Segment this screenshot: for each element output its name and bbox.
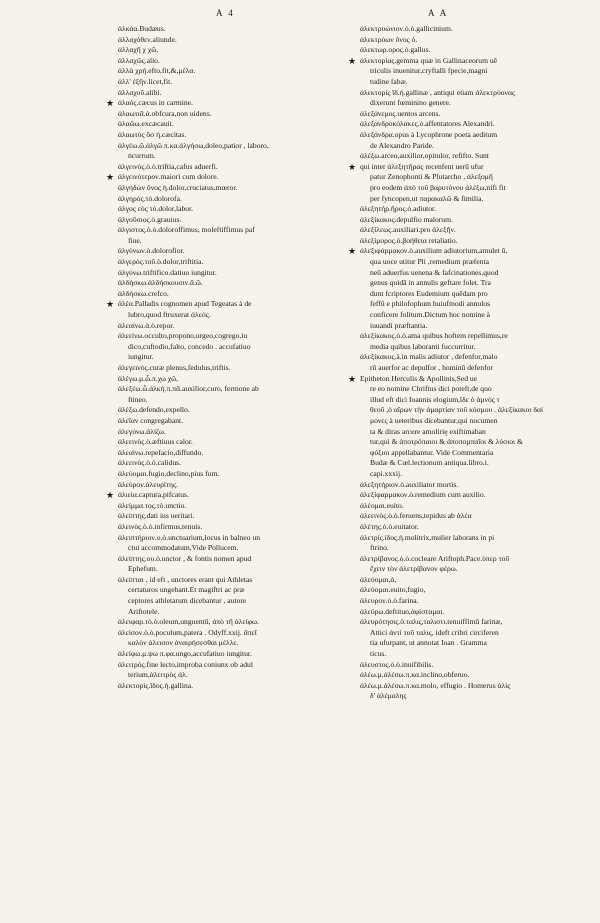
entry-line: ἀλδήσκω.ἀλδήσκουσιν.ᾶ.ῶ. bbox=[118, 278, 203, 288]
entry-line: qui inter ἀλεξητῆρας recenfent uerũ ufur bbox=[360, 161, 484, 171]
entry-line: ἀλαῶω.excæcauit. bbox=[118, 119, 174, 129]
entry-line: ἀλεεινὸς.ὸ.ὸ.calidus. bbox=[118, 458, 182, 468]
dictionary-entry bbox=[106, 299, 348, 320]
dictionary-entry bbox=[118, 437, 348, 448]
entry-line: ἀλεείνω.occulto,propono,urgeo,cogrego,iu bbox=[118, 331, 248, 341]
dictionary-entry bbox=[118, 24, 348, 35]
entry-line: ἀλεξιφάρμακον.ὸ.auxilium adiutorium,amulet ũ, bbox=[360, 246, 508, 256]
entry-line: ἀλεεινὸς.ὸ.ὸ.feruens,tepidus ab ἀλέα bbox=[360, 511, 472, 521]
entry-line: ἀλεκτορίας.gemma quæ in Gallinaceorum uẽ bbox=[360, 55, 498, 65]
dictionary-entry bbox=[118, 66, 348, 77]
dictionary-entry bbox=[118, 384, 348, 405]
entry-line: ftineo. bbox=[128, 394, 148, 404]
entry-line: ἀλεκτορὶς ἴδ.ἡ.gallinæ , antiqui etiam ἀλεκτρύονας bbox=[360, 87, 515, 97]
entry-line: patur Zenophonti & Plutarcho , ἀλεξομῆ bbox=[370, 172, 493, 182]
dictionary-entry bbox=[360, 331, 585, 352]
dictionary-entry bbox=[118, 522, 348, 533]
entry-line: ἀλαός.cæcus in carmine. bbox=[118, 98, 193, 108]
entry-line: tur,qui & ἀποτρόπαιοι & ἀποπομπαῖοι & λύσιοι & bbox=[370, 437, 523, 447]
entry-line: ἀλεύομαι.euito,fugio, bbox=[360, 585, 426, 595]
entry-line: Ephefum. bbox=[128, 564, 158, 574]
entry-line: ἀλγέω.ῶ.ἀλγῶ π.κα.ἀλγήσω,doleo,patior , laboro, bbox=[118, 140, 269, 150]
entry-line: ἀλεύομαι.fugio,declino,pius fum. bbox=[118, 468, 220, 478]
entry-line: per fyncopen,ut παρακαλῶ & fimilia. bbox=[370, 193, 484, 203]
dictionary-entry bbox=[118, 501, 348, 512]
entry-line: ἀλέα.Palladis cognomen apud Tegeatas à de bbox=[118, 299, 252, 309]
entry-line: ἀλεεινὸς.ὸ.æftiuus calor. bbox=[118, 437, 193, 447]
dictionary-entry bbox=[118, 681, 348, 692]
dictionary-entry bbox=[360, 352, 585, 373]
entry-line: qua uoce utitur Pli ,remedium præfenta bbox=[370, 257, 489, 267]
entry-line: rũ auerfor ac depulfor , hominũ defenfor bbox=[370, 363, 493, 372]
asterisk-icon: ★ bbox=[348, 246, 357, 257]
entry-line: ἀλλαχῶς.alio. bbox=[118, 55, 160, 65]
entry-line: ἀλαωτύς ὄσ ἡ.cæcitas. bbox=[118, 129, 187, 139]
dictionary-entry bbox=[118, 554, 348, 575]
dictionary-entry bbox=[118, 458, 348, 469]
dictionary-entry bbox=[118, 119, 348, 130]
entry-line: ἀλγεινὸς.ὸ.ὸ.triftia,cafus aduerfi. bbox=[118, 161, 218, 171]
entry-line: re eo nomine Chriftus dici poteft,de quo bbox=[370, 384, 492, 394]
asterisk-icon: ★ bbox=[106, 172, 115, 183]
asterisk-icon: ★ bbox=[348, 373, 357, 384]
dictionary-entry bbox=[360, 533, 585, 554]
asterisk-icon: ★ bbox=[106, 299, 115, 310]
entry-line: ἀλγηδὼν ὄνος ἡ.dolor,cruciatus,mœror. bbox=[118, 182, 238, 192]
entry-line: conficere folitum.Dictum hoc nomine à bbox=[370, 310, 490, 320]
dictionary-entry bbox=[360, 554, 585, 575]
dictionary-entry bbox=[118, 533, 348, 554]
dictionary-entry bbox=[360, 596, 585, 607]
dictionary-entry bbox=[360, 480, 585, 491]
entry-line: dixerunt fœminino genere. bbox=[370, 98, 451, 108]
dictionary-entry bbox=[118, 416, 348, 427]
entry-line: ἀλγοῦσιος.ὸ.grauius. bbox=[118, 214, 182, 224]
dictionary-entry bbox=[360, 225, 585, 236]
dictionary-entry bbox=[348, 55, 585, 88]
dictionary-entry bbox=[348, 373, 585, 480]
dictionary-entry bbox=[118, 278, 348, 289]
entry-line: Budæ & Cœl.lectionum antiqua.libro.i. bbox=[370, 458, 489, 468]
dictionary-entry bbox=[118, 88, 348, 99]
dictionary-entry bbox=[360, 617, 585, 659]
dictionary-entry bbox=[118, 225, 348, 246]
dictionary-entry bbox=[118, 289, 348, 300]
dictionary-entry bbox=[360, 215, 585, 226]
dictionary-entry bbox=[118, 141, 348, 162]
entry-line: ceptores athletarum dicebantur , autore bbox=[128, 596, 247, 606]
dictionary-entry bbox=[360, 130, 585, 151]
entry-line: ἀλεινὸς.ὸ.ὸ.infirmus,tenuis. bbox=[118, 521, 203, 531]
dictionary-entry bbox=[118, 511, 348, 522]
entry-line: ἀλεξητήρ.ῆρος.ὁ.adiutor. bbox=[360, 204, 437, 214]
dictionary-entry bbox=[118, 575, 348, 617]
entry-line: ἀλεύομαι,ἀ, bbox=[360, 574, 397, 584]
entry-line: ἀλεύρω.deftituo,ἀφίσταμαι. bbox=[360, 606, 445, 616]
entry-line: triculis inuenitur,cryftalli fpecie,magni bbox=[370, 66, 488, 76]
entry-line: ἀλγύνων.ὸ.dolorofior. bbox=[118, 246, 185, 256]
dictionary-entry bbox=[118, 268, 348, 279]
entry-line: ἀλεξέω.ὦ.ἀλκὴ.π.πᾶ.auxilior,curo, fermone ab bbox=[118, 384, 259, 394]
dictionary-entry bbox=[118, 374, 348, 385]
dictionary-entry bbox=[360, 660, 585, 671]
entry-line: ctui accommodatum,Vide Pollucem. bbox=[128, 543, 239, 553]
entry-line: ἀλεξίφαρμακον.ὸ.remedium cum auxilio. bbox=[360, 490, 486, 500]
entry-line: ἀλλ' ἐξῆν.licet,fit. bbox=[118, 76, 173, 86]
entry-line: ἀλλαχοῦ.alibi. bbox=[118, 87, 162, 97]
dictionary-entry bbox=[118, 331, 348, 363]
entry-line: ἀλέομαι.euito. bbox=[360, 500, 404, 510]
entry-line: ἀλέω.μ.ἀλέσω.π.κα.inclino,obferuo. bbox=[360, 670, 470, 680]
entry-line: ἀλευρον.ὸ.ὸ.farina. bbox=[360, 596, 419, 606]
entry-line: illud eft dici Ioannis elogium,ἴδε ὁ ἀμνὸς τ bbox=[370, 394, 500, 404]
entry-line: ἀλεξίλεως.auxiliari.pro ἀλεξῆν. bbox=[360, 225, 456, 235]
entry-line: fiue. bbox=[128, 235, 142, 245]
dictionary-entry bbox=[360, 501, 585, 512]
dictionary-entry bbox=[118, 448, 348, 459]
entry-line: feffũ e philofophum huiufmodi annulos bbox=[370, 299, 491, 309]
entry-line: pro eodem ἀπὸ τοῦ βαρυτόνου ἀλέξω,nifi fit bbox=[370, 182, 506, 192]
entry-line: certaturos ungebant.Et magiftri ac præ bbox=[128, 585, 245, 595]
dictionary-entry bbox=[348, 246, 585, 331]
dictionary-entry bbox=[360, 522, 585, 533]
dictionary-entry bbox=[360, 88, 585, 109]
entry-line: ἀλεξίκακος.à.in malis adiutor , defenfor,malo bbox=[360, 352, 498, 362]
entry-line: ἀλείμμα.τος.τὸ.unctio. bbox=[118, 500, 187, 510]
entry-line: ta & diras arcere amolirię exiftimaban bbox=[370, 426, 486, 436]
dictionary-entry bbox=[118, 427, 348, 438]
entry-line: ἀλεῖαν congregabant. bbox=[118, 415, 184, 425]
dictionary-entry bbox=[360, 511, 585, 522]
entry-line: iungitur. bbox=[128, 352, 154, 362]
entry-line: ἀλλαχόθεν.aliunde. bbox=[118, 34, 177, 44]
dictionary-entry bbox=[360, 681, 585, 702]
dictionary-entry bbox=[360, 670, 585, 681]
entry-line: iuuandi præftantia. bbox=[370, 320, 428, 330]
entry-line: ἀλέγω.μ.ὦ.π.χω χῶ, bbox=[118, 373, 179, 383]
entry-line: ἀλκάα.Budæus. bbox=[118, 24, 166, 33]
entry-line: Epitheton Herculis & Apollinis,Sed ue bbox=[360, 373, 478, 383]
entry-line: ἀλεκτωρ.ορος.ὁ.gallus. bbox=[360, 45, 431, 55]
entry-line: ἀλεγεινὸς.curæ plenus,fedulus,triftis. bbox=[118, 363, 231, 372]
dictionary-entry bbox=[118, 363, 348, 374]
entry-line: ἀλείπται , id eft , unctores erant qui Athletas bbox=[118, 574, 253, 584]
entry-line: Attici ἀντὶ τοῦ ταλις, ideft cribri circiferen bbox=[370, 627, 499, 637]
entry-line: ἀλέω.μ.ἀλέσω.π.κα.molo, effugio . Homerus ἀλὶς bbox=[360, 680, 511, 690]
entry-line: ἀλγερός.τοῦ.ὸ.dolor,triftitia. bbox=[118, 257, 204, 267]
entry-line: ἀλείπτης.dati ius ueritari. bbox=[118, 511, 195, 521]
dictionary-entry bbox=[118, 469, 348, 480]
entry-line: ἀλευστος.ὸ.ὸ.inuifibilis. bbox=[360, 659, 434, 669]
entry-line: ἀλευρότησις.ὸ.ταλις,ταλιστι.tenuiffimũ farinæ, bbox=[360, 617, 503, 627]
entry-line: ἀλγεινότερον.maiori cum dolore. bbox=[118, 172, 219, 182]
dictionary-entry bbox=[118, 56, 348, 67]
entry-line: ἀλεξάνεμος.uentos arcens. bbox=[360, 108, 441, 118]
entry-line: ἀλεξίκακος.ὸ.ὸ.ama quibus hoftem repellimus,re bbox=[360, 331, 508, 341]
dictionary-entry bbox=[118, 660, 348, 681]
entry-line: ἀλγιστος.ὸ.ὸ.doloroffimus, moleftiffimus paf bbox=[118, 225, 255, 235]
entry-line: ἀλεξίκακος.depulfio malorum. bbox=[360, 214, 453, 224]
dictionary-entry bbox=[360, 151, 585, 162]
dictionary-entry bbox=[118, 257, 348, 268]
entry-line: media quibus laboranti fuccurritur. bbox=[370, 341, 476, 351]
dictionary-entry bbox=[360, 607, 585, 618]
entry-line: ἀλδήσκω.crefco. bbox=[118, 288, 169, 298]
entry-line: tudine fabæ. bbox=[370, 76, 408, 86]
asterisk-icon: ★ bbox=[348, 161, 357, 172]
entry-line: ἀλεκτορὶς.ἴδος.ἡ.gallina. bbox=[118, 680, 194, 690]
entry-line: ἀλετρίς.ίδος.ἡ.molitrix,mulier laborans in pi bbox=[360, 532, 495, 542]
dictionary-entry bbox=[118, 480, 348, 491]
entry-line: καλὸν ἀλεισον ἀναιρήσεσθαι μέλλε. bbox=[128, 638, 239, 648]
entry-line: ἀλέξω.arceo,auxilior,opitulor, refifto. Sunt bbox=[360, 151, 489, 161]
entry-line: ἀλγηρὸς.τὸ.dolorofa. bbox=[118, 193, 182, 203]
dictionary-entry bbox=[360, 35, 585, 46]
entry-line: Ariftotele. bbox=[128, 606, 160, 616]
dictionary-entry bbox=[118, 183, 348, 194]
dictionary-entry bbox=[360, 490, 585, 501]
dictionary-entry bbox=[118, 617, 348, 628]
dictionary-entry bbox=[360, 24, 585, 35]
dictionary-entry bbox=[360, 585, 585, 596]
dictionary-entry bbox=[118, 321, 348, 332]
dictionary-entry bbox=[118, 215, 348, 226]
header-right: A A bbox=[428, 8, 449, 18]
dictionary-entry bbox=[118, 162, 348, 173]
asterisk-icon: ★ bbox=[106, 490, 115, 501]
entry-line: ἀλεκτρύων ὄνος ὁ. bbox=[360, 34, 418, 44]
entry-line: ἀλαωτιᾶ.ὰ.obfcura,non uidens. bbox=[118, 108, 212, 118]
entry-line: μονες à ueteribus dicebantur,qui nocumen bbox=[370, 415, 498, 425]
dictionary-entry bbox=[118, 246, 348, 257]
entry-line: φύξιοι appellabantur. Vide Commentaria bbox=[370, 447, 494, 457]
asterisk-icon: ★ bbox=[106, 98, 115, 109]
entry-line: dunt fcriptores Eudemium quẽdam pro bbox=[370, 288, 488, 298]
entry-line: ticus. bbox=[370, 649, 387, 659]
left-column bbox=[106, 24, 348, 691]
dictionary-entry bbox=[360, 575, 585, 586]
entry-line: ἀλεξανδροκόλακες.ὸ.affentatores Alexandri. bbox=[360, 119, 495, 129]
entry-line: ἀλείσον.ὸ.ὸ.poculum,patera . Odyff.xxij. ἄπεῖ bbox=[118, 627, 257, 637]
entry-line: ἀλεγύνω.ἀλίζω. bbox=[118, 426, 166, 436]
right-column bbox=[348, 24, 585, 702]
entry-line: ἀλειφαρ.τὸ.ὸ.oleum,unguentũ, ἀπὸ τῆ ἀλείφω. bbox=[118, 617, 259, 627]
entry-line: ἀλεύρον.ἀλευρίτης. bbox=[118, 479, 178, 489]
entry-line: neũ aduerfus uenena & fafcinationes,quod bbox=[370, 267, 499, 277]
asterisk-icon: ★ bbox=[348, 55, 357, 66]
dictionary-entry bbox=[118, 109, 348, 120]
entry-line: de Alexandro Paride. bbox=[370, 140, 434, 150]
entry-line: genus quidã in annulis geftare folet. Tra bbox=[370, 278, 491, 288]
entry-line: tia ufurpant, ut annotat Ioan . Gramma bbox=[370, 638, 487, 648]
entry-line: ἀλέξω.defendo,expello. bbox=[118, 405, 190, 415]
dictionary-entry bbox=[118, 77, 348, 88]
entry-line: terium,ἀλειτρὸς ἀλ. bbox=[128, 670, 188, 680]
dictionary-entry bbox=[118, 405, 348, 416]
entry-line: δ' ἀλέμαλης bbox=[370, 691, 407, 701]
entry-line: ἀλέτης.ὸ.ὸ.euitator. bbox=[360, 521, 419, 531]
dictionary-entry bbox=[118, 130, 348, 141]
header-left: A 4 bbox=[216, 8, 235, 18]
entry-line: ἀλεξάνδρα.opus à Lycophrone poeta aeditum bbox=[360, 129, 498, 139]
dictionary-entry bbox=[118, 45, 348, 56]
entry-line: ἔχειν τὸν ἀλετρίβανον φέρω. bbox=[370, 564, 458, 574]
entry-line: ἀλγος εὸς τὸ.dolor,labor. bbox=[118, 204, 194, 214]
entry-line: ἀλεαίνω.ὰ.ὸ.repor. bbox=[118, 320, 175, 330]
entry-line: ἀλεκτρυώνιον.ὸ.ὸ.gallicinium. bbox=[360, 24, 453, 33]
entry-line: lubro,quod ftruxerat ἀλεός. bbox=[128, 310, 211, 320]
dictionary-entry bbox=[106, 172, 348, 183]
dictionary-entry bbox=[348, 161, 585, 204]
dictionary-entry bbox=[118, 628, 348, 649]
entry-line: θεοῦ ,ὁ αἴρων τὴν ἁμαρτίαν τοῦ κόσμου . ἀλεξίκακοι δαί bbox=[370, 405, 543, 415]
dictionary-entry bbox=[360, 119, 585, 130]
entry-line: ἀλετρίβανος.ὸ.ὸ.cocleare Ariftoph.Pace.ὑπερ τοῦ bbox=[360, 553, 510, 563]
entry-line: ἀλεξίμορος.ὸ.βοήθεια retaliatio. bbox=[360, 235, 458, 245]
dictionary-entry bbox=[118, 649, 348, 660]
dictionary-entry bbox=[360, 109, 585, 120]
entry-line: ftrino. bbox=[370, 543, 389, 553]
entry-line: capi.xxxij. bbox=[370, 468, 403, 478]
entry-line: ἀλιεία.captura,pifcatus. bbox=[118, 490, 189, 500]
entry-line: ἀλγύνω.triftifico.datiuo iungitur. bbox=[118, 267, 217, 277]
entry-line: ἀλειπτήριον.ο.ὸ.unctuarium,locus in balneo un bbox=[118, 532, 261, 542]
page-header bbox=[0, 8, 600, 22]
dictionary-entry bbox=[360, 236, 585, 247]
entry-line: ἀλλαχῆ χ χῶ, bbox=[118, 45, 159, 55]
entry-line: ἀλείφω.μ.ψω π.φα.ungo,accufatiuo iungitur. bbox=[118, 649, 252, 659]
dictionary-entry bbox=[118, 194, 348, 205]
dictionary-entry bbox=[360, 45, 585, 56]
entry-line: ἀλειτρὸς.fine lecto,improba coniunx ob adul bbox=[118, 659, 253, 669]
entry-line: ncurrum. bbox=[128, 151, 156, 161]
entry-line: ἀλεαίνω.repefacio,diffundo. bbox=[118, 447, 204, 457]
dictionary-entry bbox=[118, 35, 348, 46]
dictionary-entry bbox=[106, 490, 348, 501]
entry-line: dico,cuftodio,falto, concedo . accufatiuo bbox=[128, 341, 251, 351]
entry-line: ἀλείπτης.ου.ὸ.unctor , & fontis nomen apud bbox=[118, 553, 252, 563]
dictionary-entry bbox=[360, 204, 585, 215]
dictionary-entry bbox=[106, 98, 348, 109]
entry-line: ἀλεξητήριον.ὸ.auxiliator mortis. bbox=[360, 479, 459, 489]
dictionary-entry bbox=[118, 204, 348, 215]
entry-line: ἀλλὰ χρή.efto,fit,&,μὲλα. bbox=[118, 66, 196, 76]
